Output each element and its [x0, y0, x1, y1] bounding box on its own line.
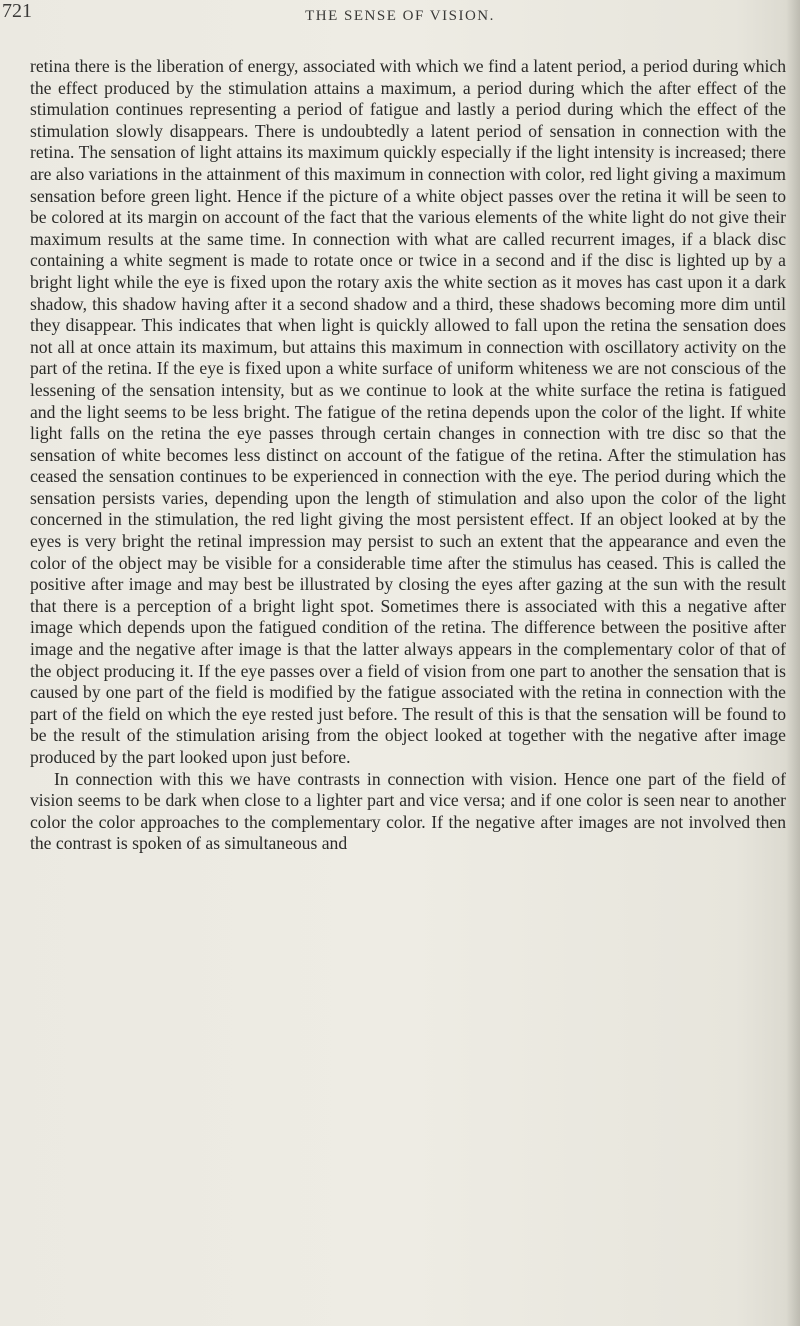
- paragraph-2: In connection with this we have contrasts in connection with vision. Hence one part of the field of vision seems to be dark when close to a lighter part and vice versa; and if one color is seen near to another color the color approaches to the complementary color. If the negative after images are not involved then the contrast is spoken of as simultaneous and: [30, 768, 786, 854]
- page-number: 721: [2, 0, 32, 22]
- running-head: THE SENSE OF VISION.: [305, 8, 495, 24]
- body-text: [30, 56, 786, 855]
- paragraph-1: retina there is the liberation of energy, associated with which we find a latent period, a period during which the effect produced by the stimulation attains a maximum, a period during which the after effect of the stimulation continues representing a period of fatigue and lastly a period during which the effect of the stimulation slowly disappears. There is undoubtedly a latent period of sensation in connection with the retina. The sensation of light attains its maximum quickly especially if the light intensity is increased; there are also variations in the attainment of this maximum in connection with color, red light giving a maximum sensation before green light. Hence if the picture of a white object passes over the retina it will be seen to be colored at its margin on account of the fact that the various elements of the white light do not give their maximum results at the same time. In connection with what are called recurrent images, if a black disc containing a white segment is made to rotate once or twice in a second and if the disc is lighted up by a bright light while the eye is fixed upon the rotary axis the white section as it moves has cast upon it a dark shadow, this shadow having after it a second shadow and a third, these shadows becoming more dim until they disappear. This indicates that when light is quickly allowed to fall upon the retina the sensation does not all at once attain its maximum, but attains this maximum in connection with oscillatory activity on the part of the retina. If the eye is fixed upon a white surface of uniform whiteness we are not conscious of the lessening of the sensation intensity, but as we continue to look at the white surface the retina is fatigued and the light seems to be less bright. The fatigue of the retina depends upon the color of the light. If white light falls on the retina the eye passes through certain changes in connection with tre disc so that the sensation of white becomes less distinct on account of the fatigue of the retina. After the stimulation has ceased the sensation continues to be experienced in connection with the eye. The period during which the sensation persists varies, depending upon the length of stimulation and also upon the color of the light concerned in the stimulation, the red light giving the most persistent effect. If an object looked at by the eyes is very bright the retinal impression may persist to such an extent that the appearance and even the color of the object may be visible for a considerable time after the stimulus has ceased. This is called the positive after image and may best be illustrated by closing the eyes after gazing at the sun with the result that there is a perception of a bright light spot. Sometimes there is associated with this a negative after image which depends upon the fatigued condition of the retina. The difference between the positive after image and the negative after image is that the latter always appears in the complementary color of that of the object producing it. If the eye passes over a field of vision from one part to another the sensation that is caused by one part of the field is modified by the fatigue associated with the retina in connection with the part of the field on which the eye rested just before. The result of this is that the sensation will be found to be the result of the stimulation arising from the object looked at together with the negative after image produced by the part looked upon just before.: [30, 56, 786, 767]
- page-edge-shadow: [786, 0, 800, 1326]
